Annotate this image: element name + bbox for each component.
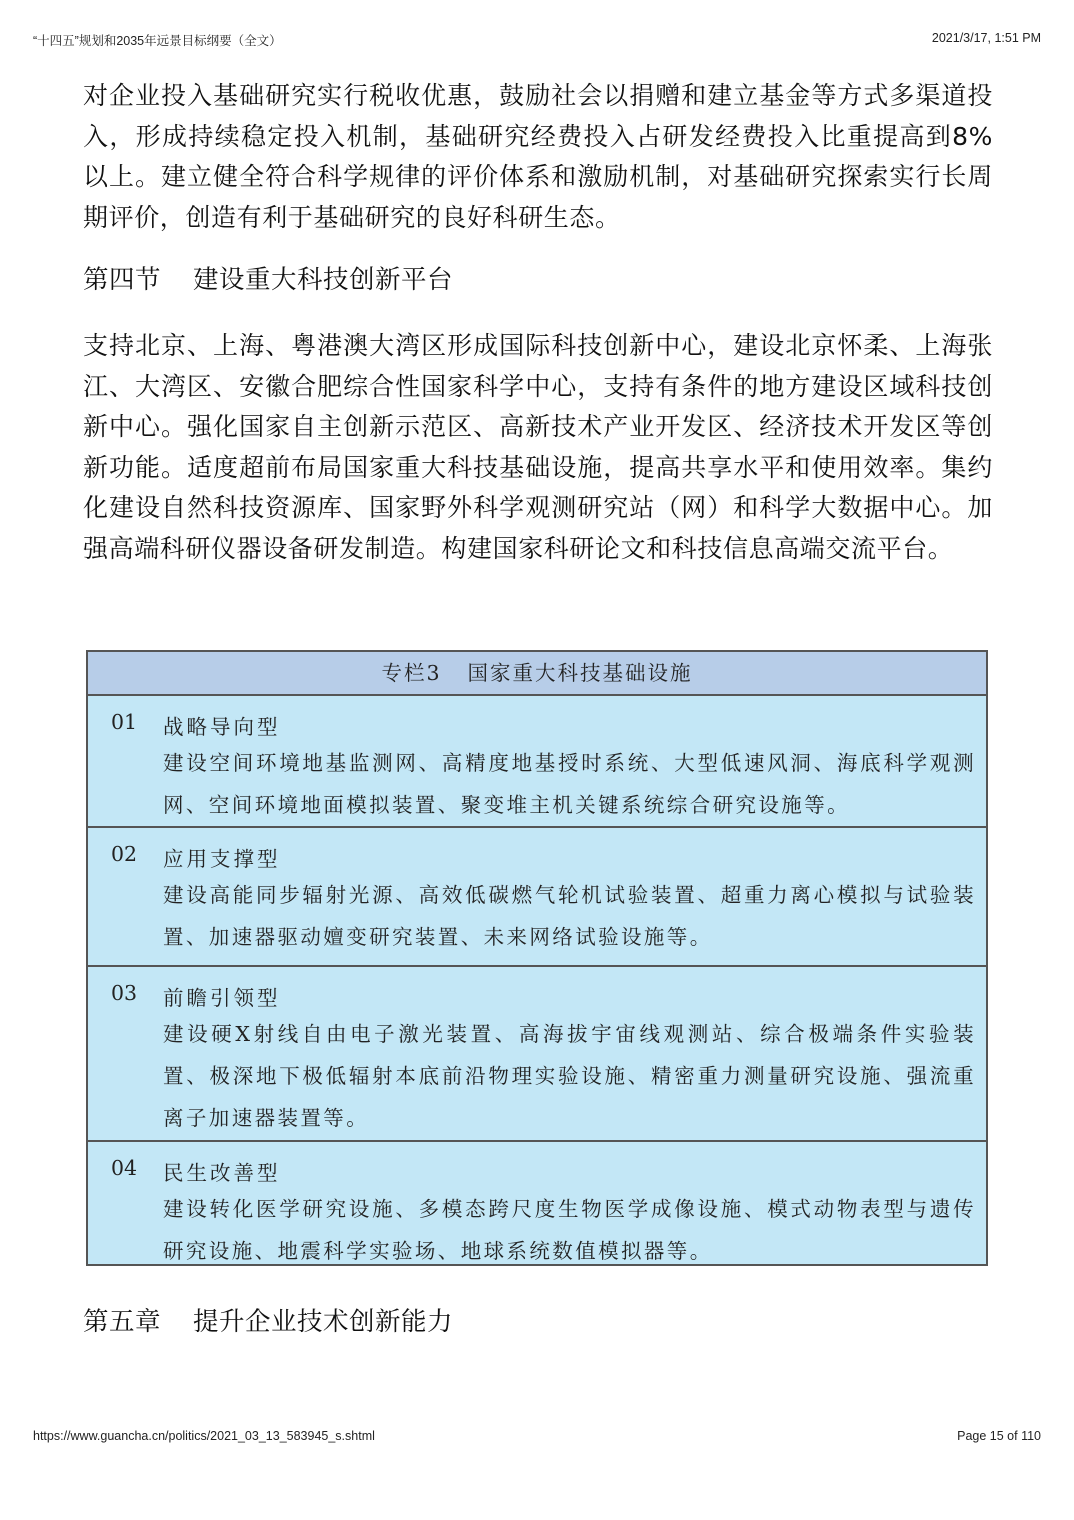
chapter-title: 提升企业技术创新能力 bbox=[193, 1307, 454, 1337]
print-timestamp: 2021/3/17, 1:51 PM bbox=[931, 31, 1041, 45]
column-box-title bbox=[88, 652, 986, 696]
section-title: 建设重大科技创新平台 bbox=[193, 265, 454, 295]
item-title: 前瞻引领型 bbox=[163, 986, 281, 1010]
column-item bbox=[88, 696, 986, 828]
page-number: Page 15 of 110 bbox=[957, 1429, 1041, 1443]
page-content bbox=[83, 76, 993, 569]
chapter-number: 第五章 bbox=[83, 1307, 162, 1337]
column-item bbox=[88, 967, 986, 1142]
item-number: 01 bbox=[111, 710, 138, 734]
column-label: 专栏3 bbox=[381, 661, 442, 685]
print-header bbox=[33, 31, 1041, 49]
column-item bbox=[88, 828, 986, 967]
item-title: 应用支撑型 bbox=[163, 847, 281, 871]
item-description: 建设空间环境地基监测网、高精度地基授时系统、大型低速风洞、海底科学观测网、空间环境地面模拟装置、聚变堆主机关键系统综合研究设施等。 bbox=[163, 751, 976, 817]
chapter-heading bbox=[83, 1302, 453, 1338]
paragraph-innovation-platform: 支持北京、上海、粤港澳大湾区形成国际科技创新中心，建设北京怀柔、上海张江、大湾区、安徽合肥综合性国家科学中心，支持有条件的地方建设区域科技创新中心。强化国家自主创新示范区、高新技术产业开发区、经济技术开发区等创新功能。适度超前布局国家重大科技基础设施，提高共享水平和使用效率。集约化建设自然科技资源库、国家野外科学观测研究站（网）和科学大数据中心。加强高端科研仪器设备研发制造。构建国家科研论文和科技信息高端交流平台。 bbox=[83, 331, 993, 563]
section-heading bbox=[83, 260, 993, 300]
section-number: 第四节 bbox=[83, 265, 162, 295]
print-footer bbox=[33, 1429, 1041, 1447]
item-description: 建设高能同步辐射光源、高效低碳燃气轮机试验装置、超重力离心模拟与试验装置、加速器驱动嬗变研究装置、未来网络试验设施等。 bbox=[163, 883, 976, 949]
page-url: https://www.guancha.cn/politics/2021_03_13_583945_s.shtml bbox=[33, 1429, 375, 1443]
item-number: 02 bbox=[111, 842, 138, 866]
column-box bbox=[86, 650, 988, 1266]
item-title: 战略导向型 bbox=[163, 715, 281, 739]
item-number: 04 bbox=[111, 1156, 138, 1180]
column-title: 国家重大科技基础设施 bbox=[467, 661, 693, 685]
item-title: 民生改善型 bbox=[163, 1161, 281, 1185]
paragraph-basic-research: 对企业投入基础研究实行税收优惠，鼓励社会以捐赠和建立基金等方式多渠道投入，形成持续稳定投入机制，基础研究经费投入占研发经费投入比重提高到8%以上。建立健全符合科学规律的评价体系和激励机制，对基础研究探索实行长周期评价，创造有利于基础研究的良好科研生态。 bbox=[83, 81, 993, 232]
item-description: 建设转化医学研究设施、多模态跨尺度生物医学成像设施、模式动物表型与遗传研究设施、地震科学实验场、地球系统数值模拟器等。 bbox=[163, 1197, 976, 1263]
item-number: 03 bbox=[111, 981, 138, 1005]
column-item bbox=[88, 1142, 986, 1272]
item-description: 建设硬X射线自由电子激光装置、高海拔宇宙线观测站、综合极端条件实验装置、极深地下极低辐射本底前沿物理实验设施、精密重力测量研究设施、强流重离子加速器装置等。 bbox=[163, 1022, 976, 1130]
document-title: “十四五”规划和2035年远景目标纲要（全文） bbox=[33, 34, 282, 48]
